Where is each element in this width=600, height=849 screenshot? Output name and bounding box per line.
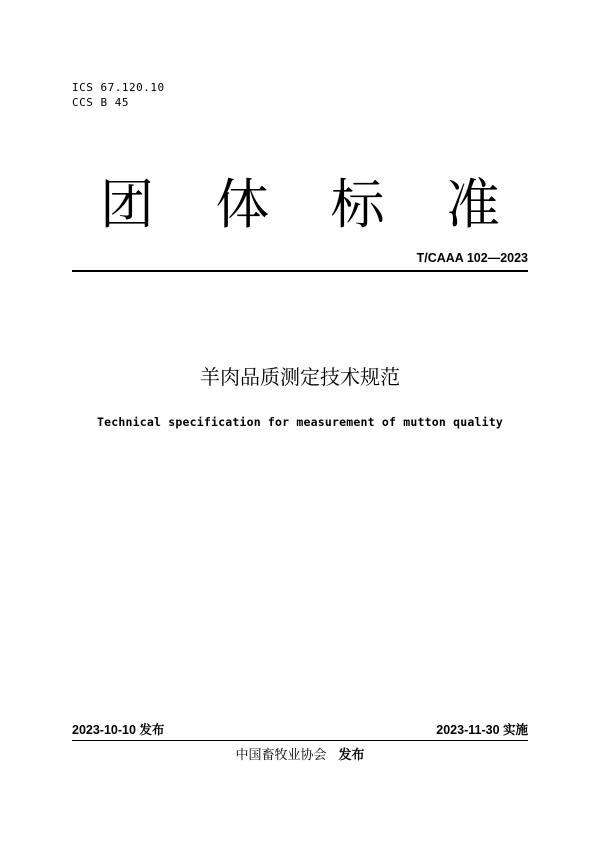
title-char-4: 准 xyxy=(445,173,500,236)
title-char-3: 标 xyxy=(330,173,385,236)
chinese-title: 羊肉品质测定技术规范 xyxy=(200,365,400,389)
implement-date: 2023-11-30 实施 xyxy=(436,723,528,737)
ccs-code: CCS B 45 xyxy=(72,96,129,109)
ics-code: ICS 67.120.10 xyxy=(72,81,165,94)
publisher-line xyxy=(0,747,600,765)
publisher-action: 发布 xyxy=(338,748,365,763)
footer-divider xyxy=(72,740,528,741)
standard-number: T/CAAA 102—2023 xyxy=(416,251,528,265)
title-char-2: 体 xyxy=(215,173,270,236)
publisher-name: 中国畜牧业协会 xyxy=(235,748,327,763)
classification-codes xyxy=(72,80,165,110)
publish-date: 2023-10-10 发布 xyxy=(72,723,165,737)
english-title: Technical specification for measurement of mutton quality xyxy=(96,415,504,429)
title-char-1: 团 xyxy=(100,173,154,236)
document-type-title xyxy=(100,170,500,240)
header-divider xyxy=(72,270,528,272)
